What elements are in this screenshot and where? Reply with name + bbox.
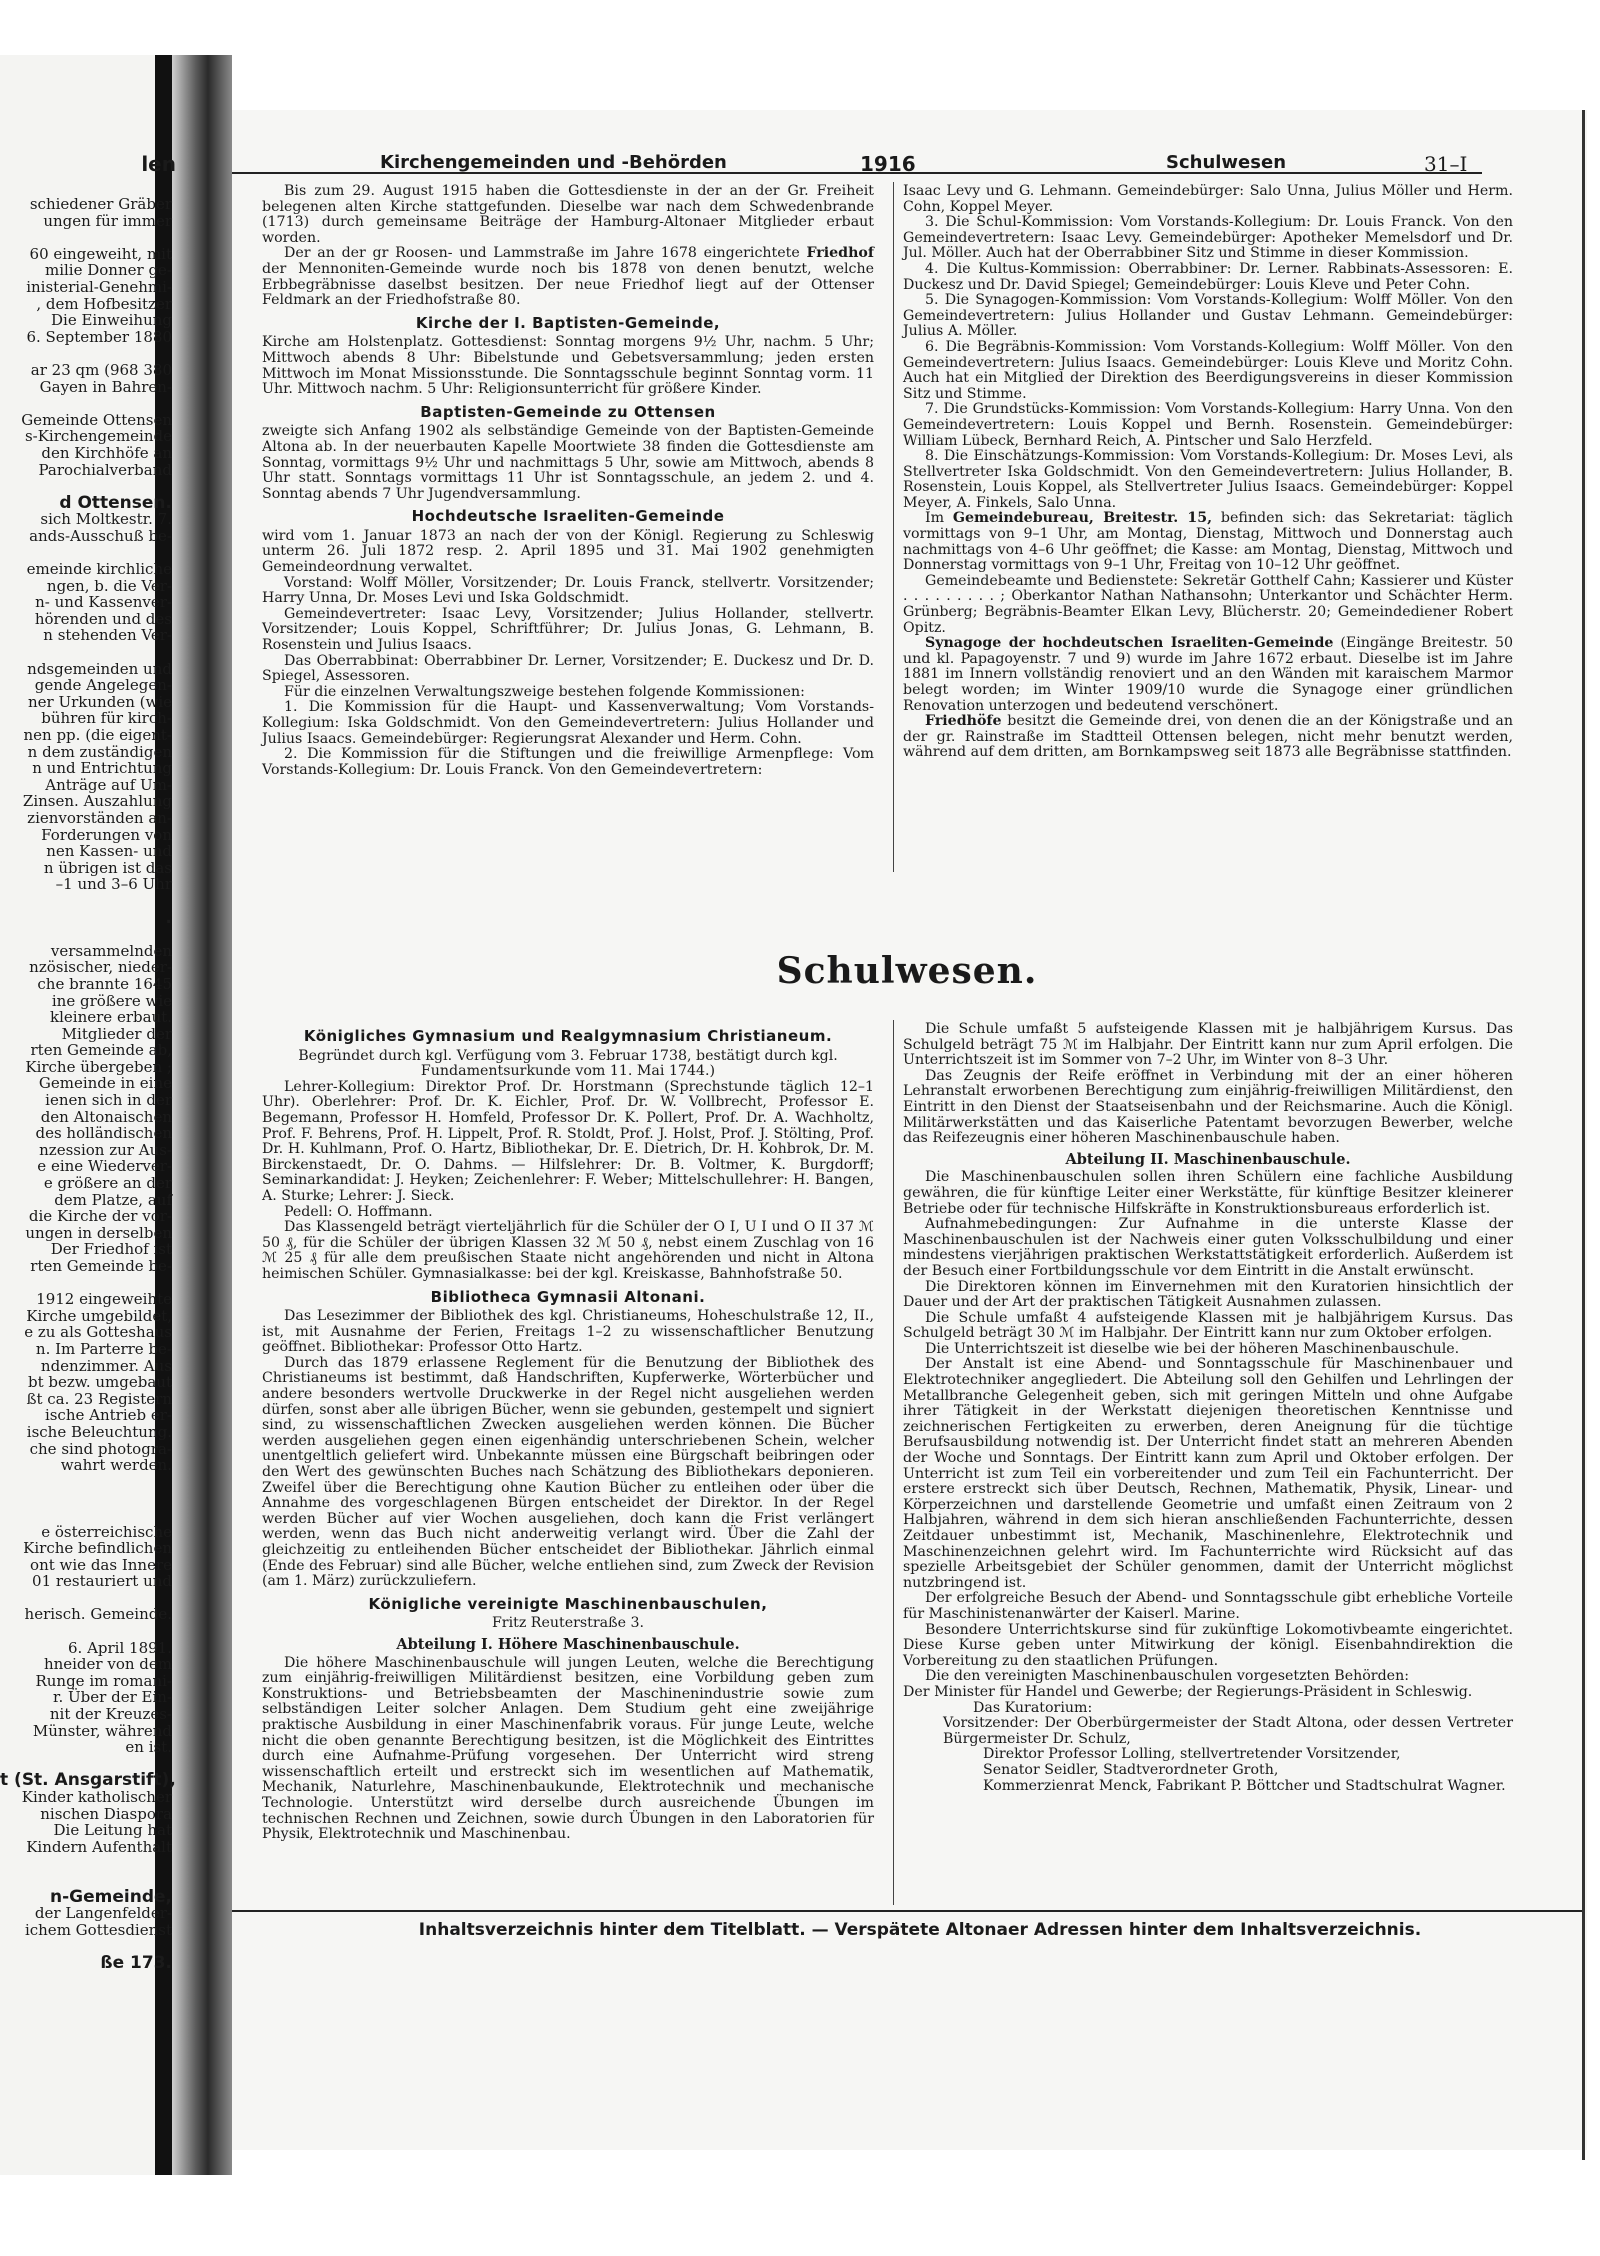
paragraph: Vorsitzender: Der Oberbürgermeister der Stadt Altona, oder dessen Vertreter Bürgermeister Dr. Schulz,	[943, 1715, 1513, 1747]
prev-page-line: Kirche befindlichen	[23, 1539, 172, 1558]
prev-page-line: ine größere wie	[51, 991, 172, 1010]
prev-page-line: Mitglieder der	[61, 1024, 172, 1043]
paragraph: 7. Die Grundstücks-Kommission: Vom Vorstands-Kollegium: Harry Unna. Von den Gemeindevertretern: Louis Koppel und Bernh. Rosenstein. Gemeindebürger: William Lübeck, Bernhard Reich, A. Pintscher und Salo Herzfeld.	[903, 401, 1513, 449]
prev-page-line: ße 173.	[100, 1952, 172, 1973]
paragraph: wird vom 1. Januar 1873 an nach der von der Königl. Regierung zu Schleswig unterm 26. Juli 1872 resp. 2. April 1895 und 31. Mai 1902 genehmigten Gemeindeordnung verwaltet.	[262, 527, 874, 576]
paragraph: Die Maschinenbauschulen sollen ihren Schülern eine fachliche Ausbildung gewähren, die für künftige Leiter einer Werkstätte, für künftige Besitzer kleinerer Betriebe oder für technische Hilfskräfte in Konstruktionsbureaus erforderlich ist.	[903, 1169, 1513, 1217]
prev-page-line	[0, 893, 178, 910]
paragraph: Lehrer-Kollegium: Direktor Prof. Dr. Horstmann (Sprechstunde täglich 12–1 Uhr). Oberlehrer: Prof. Dr. K. Eichler, Prof. Dr. W. Vollbrecht, Professor E. Begemann, Professor H. Homfeld, Professor Dr. K. Pollert, Prof. Dr. A. Wachholtz, Prof. F. Behrens, Prof. H. Lippelt, Prof. R. Stoldt, Prof. J. Holst, Prof. J. Stölting, Prof. Dr. H. Kuhlmann, Prof. O. Hartz, Bibliothekar, Dr. E. Dietrich, Dr. H. Kohbrok, Dr. M. Birckenstaedt, Dr. O. Dahms. — Hilfslehrer: Dr. B. Voltmer, K. Burgdorff; Seminarkandidat: J. Heyken; Zeichenlehrer: F. Weber; Mittelschullehrer: H. Bangen, A. Sturke; Lehrer: J. Sieck.	[262, 1078, 874, 1204]
paragraph: 6. Die Begräbnis-Kommission: Vom Vorstands-Kollegium: Wolff Möller. Von den Gemeindevertretern: Julius Isaacs. Gemeindebürger: Louis Kleve und Moritz Cohn. Auch hat ein Mitglied der Direktion des Beerdigungsvereins in dieser Kommission Sitz und Stimme.	[903, 338, 1513, 402]
prev-page-line: nischen Diaspora	[40, 1804, 172, 1823]
gemeindebureau-paragraph: Im Gemeindebureau, Breitestr. 15, befinden sich: das Sekretariat: täglich vormittags von 9–1 Uhr, am Montag, Dienstag, Mittwoch und Donnerstag auch nachmittags von 4–6 Uhr geöffnet; die Kasse: am Montag, Dienstag, Mittwoch und Donnerstag vormittags von 9–1 Uhr, Freitag von 10–12 Uhr geöffnet.	[903, 510, 1513, 574]
paragraph: Bis zum 29. August 1915 haben die Gottesdienste in der an der Gr. Freiheit belegenen alten Kirche stattgefunden. Dieselbe war nach dem Schwedenbrande (1713) durch gemeinsame Beiträge der Hamburg-Altonaer Mitglieder erbaut worden.	[262, 183, 874, 246]
friedhof-paragraph: Der an der gr Roosen- und Lammstraße im Jahre 1678 eingerichtete Friedhof der Mennoniten-Gemeinde wurde noch bis 1878 von denen benutzt, welche Erbbegräbnisse daselbst besitzen. Der neue Friedhof liegt auf der Ottenser Feldmark an der Friedhofstraße 80.	[262, 245, 874, 309]
prev-page-line: n und Entrichtung	[32, 759, 172, 778]
prev-page-line: Gemeinde in eine	[38, 1074, 172, 1093]
prev-page-line	[0, 1474, 178, 1491]
prev-page-line: ngen, b. die Ver-	[46, 576, 172, 595]
prev-page-line: ar 23 qm (968 380	[30, 360, 172, 379]
heading-abteilung-2: Abteilung II. Maschinenbauschule.	[1065, 1150, 1351, 1168]
prev-page-line: ndsgemeinden und	[27, 659, 172, 678]
prev-page-line: bt bezw. umgebaut	[28, 1373, 172, 1392]
prev-page-line: e zu als Gotteshaus	[24, 1323, 172, 1342]
paragraph: Gemeindebeamte und Bedienstete: Sekretär Gotthelf Cahn; Kassierer und Küster . . . . . . . . . ; Oberkantor Nathan Nathansohn; Unterkantor und Schächter Herm. Grünberg; Begräbnis-Beamter Elkan Levy, Blücherstr. 20; Gemeindediener Robert Opitz.	[903, 572, 1513, 636]
founding-note: Begründet durch kgl. Verfügung vom 3. Februar 1738, bestätigt durch kgl. Fundamentsurkunde vom 11. Mai 1744.)	[298, 1047, 838, 1080]
prev-page-line: ont wie das Innere	[30, 1555, 172, 1574]
prev-page-line	[0, 644, 178, 661]
prev-page-line: schiedener Gräber	[29, 196, 172, 213]
prev-page-line: ungen in derselben	[25, 1223, 172, 1242]
top-left-column	[262, 184, 874, 778]
friedhoefe-paragraph: Friedhöfe besitzt die Gemeinde drei, von denen die an der Königstraße und an der gr. Rainstraße im Stadtteil Ottensen belegen, nicht mehr benutzt werden, während auf dem dritten, am Bornkampsweg seit 1873 alle Begräbnisse stattfinden.	[903, 713, 1513, 761]
prev-page-line: r. Über der Ein-	[52, 1688, 172, 1707]
prev-page-line: die Kirche der vor-	[28, 1207, 172, 1226]
prev-page-line: ner Urkunden (wie	[28, 692, 172, 711]
prev-page-line: dem Platze, auf	[54, 1190, 172, 1209]
paragraph: Das Zeugnis der Reife eröffnet in Verbindung mit der an einer höheren Lehranstalt erworbenen Berechtigung zum einjährig-freiwilligen Militärdienst, den Eintritt in den Dienst der Staatseisenbahn und der Reichsmarine. Auch die Königl. Militärwerkstätten und das Kaiserliche Patentamt bevorzugen Bewerber, welche das Reifezeugnis einer höheren Maschinenbauschule haben.	[903, 1067, 1513, 1147]
paragraph: zweigte sich Anfang 1902 als selbständige Gemeinde von der Baptisten-Gemeinde Altona ab. In der neuerbauten Kapelle Moortwiete 38 finden die Gottesdienste am Sonntag, vormittags 9½ Uhr und nachmittags 5 Uhr, sowie am Mittwoch, abends 8 Uhr statt. Sonntags vormittags 11 Uhr ist Sonntagsschule, an jedem 2. und 4. Sonntag abends 7 Uhr Jugendversammlung.	[262, 423, 874, 502]
footer-rule	[232, 1910, 1582, 1912]
prev-page-line: .	[165, 907, 172, 928]
prev-page-line: Forderungen von	[41, 825, 172, 844]
top-right-column	[903, 184, 1513, 761]
paragraph: Die Unterrichtszeit ist dieselbe wie bei der höheren Maschinenbauschule.	[925, 1340, 1460, 1357]
prev-page-line	[0, 1855, 178, 1872]
prev-page-line: Kirche umgebildet,	[26, 1306, 172, 1325]
prev-page-line: e eine Wiederver-	[37, 1157, 172, 1176]
prev-page-line: 1912 eingeweihte	[36, 1290, 172, 1309]
prev-page-line	[0, 1623, 178, 1640]
prev-page-line: d Ottensen.	[59, 492, 172, 513]
prev-page-line: zienvorständen an-	[27, 808, 172, 827]
prev-page-line: , dem Hofbesitzer	[36, 294, 172, 313]
prev-page-line	[0, 1275, 178, 1292]
prev-page-line: herisch. Gemeinde.	[24, 1605, 172, 1624]
prev-page-line: e größere an der	[43, 1174, 172, 1193]
paragraph: Vorstand: Wolff Möller, Vorsitzender; Dr. Louis Franck, stellvertr. Vorsitzender; Harry Unna, Dr. Moses Levi und Iska Goldschmidt.	[262, 574, 874, 607]
prev-page-line: inisterial-Genehmi-	[26, 277, 172, 296]
paragraph: Der Anstalt ist eine Abend- und Sonntagsschule für Maschinenbauer und Elektrotechniker angegliedert. Die Abteilung soll den Gehilfen und Lehrlingen der Metallbranche Gelegenheit geben, sich mit geringen Mitteln und ohne Aufgabe ihrer Tätigkeit in der Werkstatt diejenigen theoretischen Kenntnisse und zeichnerischen Fertigkeiten zu erwerben, deren Aneignung für die tüchtige Berufsausbildung notwendig ist. Der Unterricht findet statt an mehreren Abenden der Woche und Sonntags. Der Eintritt kann zum April und Oktober erfolgen. Der Unterricht ist zum Teil ein vorbereitender und zum Teil ein Fachunterricht. Der erstere erstreckt sich über Deutsch, Rechnen, Mathematik, Physik, Linear- und Körperzeichnen und darstellende Geometrie und umfaßt einen Zeitraum von 2 Halbjahren, während in dem sich hieran anschließenden Fachunterrichte, dessen Zeitdauer unbestimmt ist, Mechanik, Maschinenlehre, Elektrotechnik und Maschinenzeichnen gelehrt wird. Im Fachunterrichte wird Rücksicht auf das spezielle Arbeitsgebiet der Schüler genommen, damit der Unterricht möglichst nutzbringend ist.	[903, 1356, 1513, 1591]
prev-page-line: –1 und 3–6 Uhr	[55, 875, 172, 894]
address: Fritz Reuterstraße 3.	[491, 1615, 645, 1632]
prev-page-line: Gemeinde Ottensen	[21, 410, 172, 429]
paragraph: Das Lesezimmer der Bibliothek des kgl. Christianeums, Hoheschulstraße 12, II., ist, mit Ausnahme der Ferien, Freitags 1–2 zu wissenschaftlicher Benutzung geöffnet. Bibliothekar: Professor Otto Hartz.	[262, 1308, 874, 1356]
heading-baptisten-1: Kirche der I. Baptisten-Gemeinde,	[415, 313, 721, 332]
page-number: 31–I	[1424, 152, 1468, 176]
prev-page-line: t (St. Ansgarstift),	[0, 1770, 176, 1791]
prev-page-line: rten Gemeinde be-	[30, 1257, 172, 1275]
book-binding	[172, 55, 232, 2175]
prev-page-line: rten Gemeinde ab,	[30, 1041, 172, 1060]
paragraph: Der Minister für Handel und Gewerbe; der Regierungs-Präsident in Schleswig.	[903, 1683, 1473, 1700]
prev-page-line: den Altonaischen	[40, 1107, 172, 1126]
prev-page-line: ßt ca. 23 Registern	[26, 1389, 172, 1408]
prev-page-line: milie Donner ge-	[44, 261, 172, 280]
prev-page-line: nzösischer, nieder-	[29, 958, 172, 977]
prev-page-line: e österreichische	[41, 1522, 172, 1541]
paragraph: Die Schule umfaßt 4 aufsteigende Klassen mit je halbjährigem Kursus. Das Schulgeld beträgt 30 ℳ im Halbjahr. Der Eintritt kann nur zum Oktober erfolgen.	[903, 1309, 1513, 1342]
prev-page-line: versammelnden	[50, 941, 172, 960]
paragraph: Der erfolgreiche Besuch der Abend- und Sonntagsschule gibt erhebliche Vorteile für Maschinistenanwärter der Kaiserl. Marine.	[903, 1590, 1513, 1622]
prev-page-line: Kirche übergeben ;	[25, 1057, 172, 1076]
paragraph: 5. Die Synagogen-Kommission: Vom Vorstands-Kollegium: Wolff Möller. Von den Gemeindevertretern: Julius Hollander und Gustav Lehmann. Gemeindebürger: Julius A. Möller.	[903, 292, 1513, 340]
prev-page-line: Gayen in Bahren-	[39, 377, 172, 396]
prev-page-line: n-Gemeinde,	[50, 1886, 172, 1907]
paragraph: Das Klassengeld beträgt vierteljährlich für die Schüler der O I, U I und O II 37 ℳ 50 ₰, für die Schüler der übrigen Klassen 32 ℳ 50 ₰, nebst einem Zuschlag von 16 ℳ 25 ₰ für alle dem preußischen Staate nicht angehörenden und nicht in Altona heimischen Schüler. Gymnasialkasse: bei der kgl. Kreiskasse, Bahnhofstraße 50.	[262, 1219, 874, 1282]
prev-page-line: nen pp. (die eigent-	[23, 726, 172, 744]
heading-maschinenbauschulen: Königliche vereinigte Maschinenbauschulen,	[368, 1594, 768, 1613]
bottom-left-column	[262, 1022, 874, 1843]
prev-page-line: der Langenfelder-	[34, 1904, 172, 1923]
prev-page-line: den Kirchhöfe an	[41, 443, 172, 462]
paragraph: Pedell: O. Hoffmann.	[284, 1203, 433, 1220]
prev-page-line: Runge im romani-	[35, 1671, 172, 1690]
prev-page-line: ienen sich in der	[45, 1091, 172, 1110]
prev-page-line: ungen für immer	[43, 211, 172, 230]
prev-page-line: 60 eingeweiht, mit	[29, 244, 172, 263]
prev-page-line: ische Antrieb er-	[44, 1406, 172, 1425]
running-head-left: Kirchengemeinden und -Behörden	[380, 152, 727, 173]
prev-page-line: Kinder katholischer	[21, 1788, 172, 1806]
paragraph: Für die einzelnen Verwaltungszweige bestehen folgende Kommissionen:	[284, 683, 805, 700]
paragraph: Die höhere Maschinenbauschule will jungen Leuten, welche die Berechtigung zum einjährig-freiwilligen Militärdienst besitzen, eine Vorbildung geben zum Konstruktions- und Betriebsbeamten der Maschinenindustrie sowie zum selbständigen Leiter solcher Anlagen. Dem Studium geht eine zweijährige praktische Ausbildung in einer Maschinenfabrik voraus. Für junge Leute, welche nicht die oben genannte Berechtigung besitzen, ist die Möglichkeit des Eintrittes durch eine Aufnahme-Prüfung vorgesehen. Der Unterricht wird streng wissenschaftlich erteilt und erstreckt sich im wesentlichen auf Mathematik, Mechanik, Naturlehre, Maschinenbaukunde, Elektrotechnik und mechanische Technologie. Unterstützt wird derselbe durch ausreichende Übungen im technischen Rechnen und Zeichnen, sowie durch Übungen in den Laboratorien für Physik, Elektrotechnik und Maschinenbau.	[262, 1654, 874, 1843]
prev-page-line	[0, 544, 178, 561]
paragraph: Die den vereinigten Maschinenbauschulen vorgesetzten Behörden:	[925, 1668, 1409, 1685]
bottom-right-column	[903, 1022, 1513, 1794]
prev-page-line: 6. April 1891.	[68, 1638, 172, 1657]
synagoge-paragraph: Synagoge der hochdeutschen Israeliten-Gemeinde (Eingänge Breitestr. 50 und kl. Papagoyenstr. 7 und 9) wurde im Jahre 1672 erbaut. Dieselbe ist im Jahre 1881 im Innern vollständig renoviert und an den Wänden mit karaischem Marmor belegt worden; im Winter 1909/10 wurde die Synagoge einer gründlichen Renovation unterzogen und bedeutend verschönert.	[903, 635, 1513, 714]
prev-page-line: che brannte 1645	[37, 974, 172, 993]
prev-page-line: wahrt werden.	[60, 1456, 172, 1475]
prev-page-line	[0, 1490, 178, 1507]
running-head-year: 1916	[860, 152, 916, 176]
heading-israeliten: Hochdeutsche Israeliten-Gemeinde	[411, 507, 725, 526]
paragraph: Gemeindevertreter: Isaac Levy, Vorsitzender; Julius Hollander, stellvertr. Vorsitzender; Louis Koppel, Schriftführer; Dr. Julius Jonas, G. Lehmann, B. Rosenstein und Julius Isaacs.	[262, 605, 874, 654]
prev-page-line	[0, 395, 178, 412]
paragraph: Direktor Professor Lolling, stellvertretender Vorsitzender,	[983, 1746, 1401, 1763]
column-divider-top	[893, 182, 894, 872]
paragraph: Aufnahmebedingungen: Zur Aufnahme in die unterste Klasse der Maschinenbauschulen ist der Nachweis einer guten Volksschulbildung und einer mindestens vierjährigen praktischen Werkstattstätigkeit erforderlich. Außerdem ist der Besuch einer Fortbildungsschule vor dem Eintritt in die Anstalt erwünscht.	[903, 1216, 1513, 1279]
paragraph: 1. Die Kommission für die Haupt- und Kassenverwaltung; Vom Vorstands-Kollegium: Iska Goldschmidt. Von den Gemeindevertretern: Julius Hollander und Julius Isaacs. Gemeindebürger: Regierungsrat Alexander und Herm. Cohn.	[262, 699, 874, 747]
column-divider-bottom	[893, 1020, 894, 1905]
prev-page-line: n dem zuständigen	[27, 742, 172, 761]
prev-page-line: ische Beleuchtung.	[26, 1422, 172, 1441]
footer-note: Inhaltsverzeichnis hinter dem Titelblatt. — Verspätete Altonaer Adressen hinter dem Inhaltsverzeichnis.	[418, 1920, 1422, 1940]
running-head-right: Schulwesen	[1166, 152, 1287, 173]
prev-page-line: Zinsen. Auszahlung	[22, 792, 172, 811]
prev-page-line	[0, 229, 178, 246]
paragraph: 2. Die Kommission für die Stiftungen und die freiwillige Armenpflege: Vom Vorstands-Kollegium: Dr. Louis Franck. Von den Gemeindevertretern:	[262, 746, 874, 778]
prev-page-line: s-Kirchengemeinde	[24, 427, 172, 446]
paragraph: 3. Die Schul-Kommission: Vom Vorstands-Kollegium: Dr. Louis Franck. Von den Gemeindevertretern: Isaac Levy. Gemeindebürger: Apotheker Memelsdorf und Dr. Jul. Möller. Auch hat der Oberrabbiner Sitz und Stimme in dieser Kommission.	[903, 214, 1513, 262]
prev-page-line: ichem Gottesdienst	[24, 1920, 172, 1939]
prev-page-line	[0, 926, 178, 943]
heading-bibliotheca: Bibliotheca Gymnasii Altonani.	[430, 1287, 706, 1306]
prev-page-line: n- und Kassenver-	[35, 593, 172, 612]
prev-page-line: nit der Kreuzes-	[49, 1705, 172, 1724]
prev-page-line: Der Friedhof ist	[50, 1240, 172, 1259]
prev-page-line: n übrigen ist das	[43, 858, 172, 877]
heading-abteilung-1: Abteilung I. Höhere Maschinenbauschule.	[396, 1635, 740, 1653]
heading-baptisten-ottensen: Baptisten-Gemeinde zu Ottensen	[420, 402, 716, 421]
paragraph: Die Direktoren können im Einvernehmen mit den Kuratorien hinsichtlich der Dauer und der Art der praktischen Tätigkeit Ausnahmen zulassen.	[903, 1278, 1513, 1311]
paragraph: Kirche am Holstenplatz. Gottesdienst: Sonntag morgens 9½ Uhr, nachm. 5 Uhr; Mittwoch abends 8 Uhr: Bibelstunde und Gebetsversammlung; jeden ersten Mittwoch im Monat Missionsstunde. Die Sonntagsschule beginnt Sonntag vorm. 11 Uhr. Mittwoch nachm. 5 Uhr: Religionsunterricht für größere Kinder.	[262, 334, 874, 398]
prev-page-line: Münster, während	[32, 1721, 172, 1740]
paragraph: Das Kuratorium:	[973, 1699, 1093, 1716]
previous-page-column	[0, 196, 178, 2256]
prev-page-line: des holländischen	[35, 1124, 172, 1143]
prev-page-line: nen Kassen- und	[46, 842, 172, 861]
paragraph: 8. Die Einschätzungs-Kommission: Vom Vorstands-Kollegium: Dr. Moses Levi, als Stellvertreter Iska Goldschmidt. Von den Gemeindevertretern: Julius Hollander, B. Rosenstein, Louis Koppel, als Stellvertreter Julius Isaacs. Gemeindebürger: Koppel Meyer, A. Finkels, Salo Unna.	[903, 448, 1513, 511]
prev-page-line: 6. September 1880	[26, 327, 172, 346]
prev-page-line: n stehenden Ver-	[43, 626, 172, 645]
prev-page-line: en ist.	[125, 1738, 172, 1757]
prev-page-line: Die Leitung hat	[53, 1821, 172, 1840]
paragraph: Durch das 1879 erlassene Reglement für die Benutzung der Bibliothek des Christianeums ist bestimmt, daß Handschriften, Kupferwerke, Wörterbücher und andere besonders wertvolle Druckwerke in der Regel nicht ausgeliehen werden dürfen, sonst aber alle übrigen Bücher, wenn sie gebunden, gestempelt und signiert sind, zu wissenschaftlichen Zwecken ausgeliehen werden können. Die Bücher werden ausgeliehen gegen einen eigenhändig unterschriebenen Schein, welcher unentgeltlich geliefert wird. Unbekannte müssen eine Bürgschaft beibringen oder den Wert des gewünschten Buches nach Schätzung des Bibliothekars deponieren. Zweifel über die Berechtigung ohne Kaution Bücher zu entleihen oder über die Annahme des vorgeschlagenen Bürgen entscheidet der Direktor. In der Regel werden Bücher auf vier Wochen ausgeliehen, doch kann die Frist verlängert werden, wenn das Buch nicht anderweitig verlangt wird. Über die Zahl der gleichzeitig zu entleihenden Bücher entscheidet der Bibliothekar. Jährlich einmal (Ende des Februar) sind alle Bücher, welche entliehen sind, zum Zweck der Revision (am 1. März) zurückzuliefern.	[262, 1354, 874, 1590]
prev-page-line	[0, 345, 178, 362]
paragraph: Kommerzienrat Menck, Fabrikant P. Böttcher und Stadtschulrat Wagner.	[983, 1777, 1506, 1794]
prev-page-line	[0, 1507, 178, 1524]
page-frame-right	[1582, 110, 1585, 2160]
prev-page-line: sich Moltkestr. 7.	[40, 510, 172, 529]
prev-page-line: kleinere erbaut.	[50, 1008, 172, 1027]
prev-page-line: nzession zur Aus-	[39, 1140, 172, 1159]
prev-page-line: Parochialverband	[38, 460, 172, 479]
prev-page-line: Die Einweihung	[51, 311, 172, 330]
prev-page-line: bühren für kirch-	[41, 709, 172, 728]
paragraph: Besondere Unterrichtskurse sind für zukünftige Lokomotivbeamte eingerichtet. Diese Kurse geben unter Mitwirkung der königl. Eisenbahndirektion die Vorbereitung zu den staatlichen Prüfungen.	[903, 1621, 1513, 1669]
paragraph: Die Schule umfaßt 5 aufsteigende Klassen mit je halbjährigem Kursus. Das Schulgeld beträgt 75 ℳ im Halbjahr. Der Eintritt kann nur zum April erfolgen. Die Unterrichtszeit ist im Sommer von 7–2 Uhr, im Winter von 8–3 Uhr.	[903, 1021, 1513, 1069]
prev-page-line: hörenden und des	[34, 609, 172, 628]
heading-christianeum: Königliches Gymnasium und Realgymnasium Christianeum.	[303, 1027, 833, 1045]
prev-page-line: Kindern Aufenthalt	[26, 1837, 172, 1856]
prev-page-header: len	[141, 152, 176, 176]
paragraph: 4. Die Kultus-Kommission: Oberrabbiner: Dr. Lerner. Rabbinats-Assessoren: E. Duckesz und Dr. David Spiegel; Gemeindebürger: Louis Kleve und Peter Cohn.	[903, 260, 1513, 293]
prev-page-line: ands-Ausschuß be-	[29, 526, 172, 545]
prev-page-line: gende Angelegen-	[34, 676, 172, 695]
prev-page-line: ndenzimmer. Aus	[40, 1356, 172, 1375]
prev-page-line: emeinde kirchliche	[26, 560, 172, 579]
prev-page-line: 01 restauriert und	[32, 1572, 172, 1591]
section-title: Schulwesen.	[776, 950, 1038, 992]
prev-page-line: che sind photogra-	[29, 1439, 172, 1458]
prev-page-line	[0, 1590, 178, 1607]
prev-page-line: Anträge auf Um-	[45, 775, 172, 794]
paragraph: Senator Seidler, Stadtverordneter Groth,	[983, 1761, 1279, 1778]
prev-page-line: n. Im Parterre be-	[35, 1339, 172, 1358]
prev-page-line: hneider von dem	[43, 1655, 172, 1674]
paragraph: Das Oberrabbinat: Oberrabbiner Dr. Lerner, Vorsitzender; E. Duckesz und Dr. D. Spiegel, Assessoren.	[262, 652, 874, 685]
paragraph: Isaac Levy und G. Lehmann. Gemeindebürger: Salo Unna, Julius Möller und Herm. Cohn, Koppel Meyer.	[903, 183, 1513, 215]
